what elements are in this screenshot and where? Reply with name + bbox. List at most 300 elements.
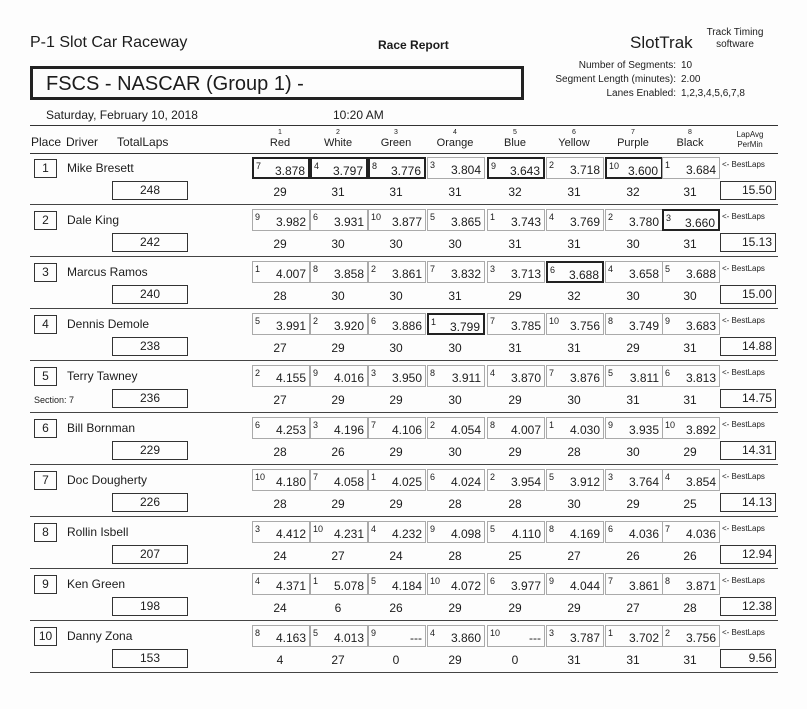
lane-header-black (661, 129, 719, 150)
lap-time-cell (310, 209, 368, 231)
lap-time: 3.982 (275, 215, 306, 229)
best-laps-arrow: <- BestLaps (722, 264, 765, 273)
lane-laps: 25 (508, 549, 522, 563)
result-row (0, 569, 807, 621)
lane-laps: 27 (331, 653, 345, 667)
segments-label: Number of Segments: (578, 60, 676, 71)
lap-time-cell (662, 625, 720, 647)
lane-rank: 8 (313, 264, 319, 274)
lap-time: 4.253 (275, 423, 306, 437)
lane-laps: 32 (508, 185, 522, 199)
lap-time-cell (605, 469, 663, 491)
lap-avg-line1: LapAvg (736, 130, 764, 139)
lane-laps: 30 (331, 237, 345, 251)
lane-rank: 10 (490, 628, 501, 638)
column-driver: Driver (66, 135, 98, 149)
lap-time: 3.876 (569, 371, 600, 385)
best-lap-cell (662, 209, 720, 231)
lap-time: 3.769 (569, 215, 600, 229)
lane-laps: 29 (389, 497, 403, 511)
lane-rank: 7 (371, 420, 377, 430)
lane-laps: 31 (567, 237, 581, 251)
lane-rank: 3 (313, 420, 319, 430)
lane-rank: 8 (665, 576, 671, 586)
column-total-laps: TotalLaps (117, 135, 169, 149)
best-lap-cell (427, 313, 485, 335)
lap-time-cell (487, 573, 545, 595)
lap-time: 4.110 (511, 527, 541, 541)
lane-laps: 28 (567, 445, 581, 459)
lane-laps: 31 (331, 185, 345, 199)
lap-time-cell (605, 365, 663, 387)
lane-rank: 2 (608, 212, 614, 222)
lap-time-cell (368, 573, 426, 595)
lap-time-cell (546, 469, 604, 491)
lane-laps: 29 (331, 393, 345, 407)
driver-name: Mike Bresett (67, 161, 134, 175)
lane-laps: 31 (567, 341, 581, 355)
lap-time: 3.935 (628, 423, 659, 437)
lap-time: 3.878 (274, 164, 305, 178)
lap-time: 3.643 (509, 164, 540, 178)
lane-rank: 1 (255, 264, 261, 274)
best-lap-cell (252, 157, 310, 179)
lane-rank: 1 (431, 317, 437, 327)
result-row (0, 517, 807, 569)
lane-rank: 8 (255, 628, 261, 638)
best-laps-arrow: <- BestLaps (722, 368, 765, 377)
lane-laps: 30 (389, 237, 403, 251)
lane-laps: 26 (626, 549, 640, 563)
lane-rank: 4 (549, 212, 555, 222)
total-laps: 198 (112, 597, 188, 616)
lane-laps: 29 (273, 185, 287, 199)
result-row (0, 205, 807, 257)
lane-color: Green (380, 137, 412, 149)
lane-rank: 3 (430, 160, 436, 170)
lane-rank: 1 (549, 420, 555, 430)
lane-laps: 30 (567, 393, 581, 407)
lap-time: 4.007 (510, 423, 541, 437)
brand-subtitle-line1: Track Timing (706, 27, 764, 38)
place-number: 3 (34, 263, 57, 282)
lap-time: 4.036 (685, 527, 716, 541)
lap-time-cell (427, 625, 485, 647)
result-row (0, 153, 807, 205)
lane-laps: 29 (508, 289, 522, 303)
lane-laps: 30 (448, 237, 462, 251)
lap-time: 4.196 (333, 423, 364, 437)
lane-rank: 9 (430, 524, 436, 534)
lap-avg-per-min: 14.31 (720, 441, 776, 460)
lap-avg-per-min: 14.88 (720, 337, 776, 356)
lane-laps: 30 (448, 393, 462, 407)
best-laps-arrow: <- BestLaps (722, 472, 765, 481)
column-lap-avg (722, 130, 778, 150)
lane-rank: 4 (255, 576, 261, 586)
lap-time: 4.016 (333, 371, 364, 385)
lane-rank: 1 (608, 628, 614, 638)
lane-laps: 29 (508, 445, 522, 459)
lap-time-cell (605, 313, 663, 335)
lane-laps: 31 (683, 393, 697, 407)
lane-laps: 28 (683, 601, 697, 615)
lane-rank: 5 (608, 368, 614, 378)
lane-rank: 1 (371, 472, 377, 482)
lane-laps: 32 (567, 289, 581, 303)
best-laps-arrow: <- BestLaps (722, 420, 765, 429)
lane-laps: 29 (389, 445, 403, 459)
lap-time-cell (546, 157, 604, 179)
lane-rank: 2 (665, 628, 671, 638)
best-laps-arrow: <- BestLaps (722, 576, 765, 585)
lap-time: 4.025 (391, 475, 422, 489)
lane-laps: 6 (334, 601, 342, 615)
lap-time: 3.797 (332, 164, 363, 178)
lane-laps: 28 (508, 497, 522, 511)
lap-time-cell (427, 573, 485, 595)
lane-laps: 25 (683, 497, 697, 511)
lap-time-cell (310, 469, 368, 491)
total-laps: 248 (112, 181, 188, 200)
row-divider (30, 672, 778, 673)
lane-laps: 0 (511, 653, 519, 667)
report-title: Race Report (378, 38, 449, 52)
lane-rank: 7 (430, 264, 436, 274)
driver-name: Rollin Isbell (67, 525, 129, 539)
lane-laps: 31 (448, 185, 462, 199)
race-time: 10:20 AM (333, 108, 384, 122)
lane-header-blue (486, 129, 544, 150)
lap-time-cell (252, 573, 310, 595)
lap-avg-per-min: 15.00 (720, 285, 776, 304)
lane-laps: 30 (626, 289, 640, 303)
total-laps: 153 (112, 649, 188, 668)
lane-rank: 5 (255, 316, 261, 326)
lane-laps: 24 (273, 601, 287, 615)
lap-time: 3.684 (685, 163, 716, 177)
lap-time-cell (662, 521, 720, 543)
driver-name: Doc Dougherty (67, 473, 148, 487)
lap-time: 4.169 (569, 527, 600, 541)
lane-laps: 31 (508, 237, 522, 251)
lap-time-cell (546, 625, 604, 647)
lap-time-cell (310, 261, 368, 283)
lap-time-cell (252, 209, 310, 231)
lap-time: 3.804 (450, 163, 481, 177)
lap-time-cell (427, 157, 485, 179)
lane-rank: 10 (609, 161, 620, 171)
lane-laps: 29 (508, 601, 522, 615)
lane-rank: 3 (371, 368, 377, 378)
lane-rank: 6 (490, 576, 496, 586)
lane-number: 2 (336, 129, 340, 136)
lane-laps: 4 (276, 653, 284, 667)
lap-time: 4.013 (333, 631, 364, 645)
lap-time-cell (427, 209, 485, 231)
lap-time-cell (662, 365, 720, 387)
best-laps-arrow: <- BestLaps (722, 316, 765, 325)
lane-laps: 30 (389, 341, 403, 355)
lane-rank: 10 (430, 576, 441, 586)
lap-time: --- (410, 631, 422, 645)
lap-time: 3.756 (569, 319, 600, 333)
lane-laps: 29 (389, 393, 403, 407)
brand-subtitle-line2: software (716, 39, 754, 50)
lap-time-cell (605, 417, 663, 439)
lap-time: 4.231 (333, 527, 364, 541)
lane-laps: 32 (626, 185, 640, 199)
lap-time: 4.024 (450, 475, 481, 489)
lap-time: 4.007 (275, 267, 306, 281)
lap-time: 3.858 (333, 267, 364, 281)
lap-time: 3.776 (390, 164, 421, 178)
lane-laps: 31 (683, 653, 697, 667)
lane-rank: 3 (608, 472, 614, 482)
lap-time-cell (605, 521, 663, 543)
lane-rank: 7 (490, 316, 496, 326)
lap-time: 3.865 (450, 215, 481, 229)
driver-name: Dale King (67, 213, 120, 227)
lap-time-cell (546, 209, 604, 231)
lane-laps: 26 (683, 549, 697, 563)
lap-time-cell (427, 521, 485, 543)
lap-time: 3.854 (685, 475, 716, 489)
driver-name: Bill Bornman (67, 421, 136, 435)
lap-time: 3.756 (685, 631, 716, 645)
place-number: 8 (34, 523, 57, 542)
lap-time: 3.861 (628, 579, 659, 593)
lane-number: 5 (513, 129, 517, 136)
lap-time-cell (662, 157, 720, 179)
lane-laps: 30 (331, 289, 345, 303)
lane-color: Black (676, 137, 704, 149)
lap-time: 4.058 (333, 475, 364, 489)
lane-laps: 27 (273, 341, 287, 355)
lap-time: 3.886 (391, 319, 422, 333)
lane-rank: 2 (490, 472, 496, 482)
lane-laps: 29 (448, 601, 462, 615)
lap-time: 3.787 (569, 631, 600, 645)
lane-rank: 6 (430, 472, 436, 482)
lane-laps: 28 (273, 445, 287, 459)
lap-time-cell (310, 417, 368, 439)
lane-rank: 7 (608, 576, 614, 586)
lap-time-cell (487, 469, 545, 491)
result-row (0, 465, 807, 517)
lap-time-cell (605, 573, 663, 595)
lap-time: 3.702 (628, 631, 659, 645)
lap-time-cell (662, 469, 720, 491)
lane-rank: 10 (255, 472, 266, 482)
lane-laps: 24 (389, 549, 403, 563)
lane-rank: 6 (550, 265, 556, 275)
lap-time: 3.954 (510, 475, 541, 489)
lane-rank: 4 (490, 368, 496, 378)
lane-rank: 2 (313, 316, 319, 326)
lap-time: 3.950 (391, 371, 422, 385)
result-row (0, 413, 807, 465)
lane-rank: 5 (665, 264, 671, 274)
place-number: 7 (34, 471, 57, 490)
lane-header-green (367, 129, 425, 150)
lap-avg-per-min: 14.75 (720, 389, 776, 408)
lane-color: Orange (436, 137, 474, 149)
lap-time: 3.785 (510, 319, 541, 333)
lane-rank: 9 (491, 161, 497, 171)
lane-rank: 3 (549, 628, 555, 638)
lane-laps: 30 (448, 445, 462, 459)
lane-laps: 29 (508, 393, 522, 407)
lane-rank: 6 (608, 524, 614, 534)
lap-time: 3.713 (510, 267, 541, 281)
lane-rank: 1 (313, 576, 319, 586)
lap-time-cell (368, 625, 426, 647)
lane-rank: 9 (549, 576, 555, 586)
lap-time: 3.877 (391, 215, 422, 229)
lane-laps: 27 (273, 393, 287, 407)
lap-time: 3.658 (628, 267, 659, 281)
lap-time-cell (662, 313, 720, 335)
lap-time: 3.764 (628, 475, 659, 489)
lane-laps: 31 (567, 185, 581, 199)
lap-time-cell (252, 261, 310, 283)
lap-time-cell (368, 417, 426, 439)
lap-time: 3.813 (685, 371, 716, 385)
lap-time: 4.163 (275, 631, 306, 645)
lap-time-cell (487, 521, 545, 543)
lap-time-cell (546, 417, 604, 439)
lap-time: 4.155 (275, 371, 306, 385)
total-laps: 229 (112, 441, 188, 460)
lane-laps: 30 (389, 289, 403, 303)
lane-rank: 8 (549, 524, 555, 534)
lap-time: 3.683 (685, 319, 716, 333)
place-number: 4 (34, 315, 57, 334)
lane-number: 1 (278, 129, 282, 136)
segment-length-value: 2.00 (681, 74, 701, 85)
best-lap-cell (368, 157, 426, 179)
lap-time: 4.098 (450, 527, 481, 541)
lane-laps: 28 (448, 497, 462, 511)
place-number: 6 (34, 419, 57, 438)
lane-header-purple (604, 129, 662, 150)
lap-time-cell (310, 625, 368, 647)
lap-time-cell (546, 313, 604, 335)
driver-name: Danny Zona (67, 629, 133, 643)
place-number: 2 (34, 211, 57, 230)
lap-time-cell (546, 365, 604, 387)
lap-time: 3.892 (685, 423, 716, 437)
lap-time: 4.036 (628, 527, 659, 541)
lane-rank: 1 (490, 212, 496, 222)
lane-laps: 29 (273, 237, 287, 251)
lane-color: Red (269, 137, 291, 149)
section-note: Section: 7 (34, 395, 75, 405)
result-row (0, 309, 807, 361)
lane-laps: 28 (448, 549, 462, 563)
lane-rank: 4 (608, 264, 614, 274)
lane-laps: 29 (567, 601, 581, 615)
lane-number: 6 (572, 129, 576, 136)
lap-time: 4.232 (391, 527, 422, 541)
lap-time: 3.688 (685, 267, 716, 281)
lap-time: 5.078 (333, 579, 364, 593)
place-number: 5 (34, 367, 57, 386)
lane-laps: 27 (331, 549, 345, 563)
lap-time-cell (487, 313, 545, 335)
lane-rank: 7 (313, 472, 319, 482)
lane-laps: 30 (683, 289, 697, 303)
lap-time-cell (487, 261, 545, 283)
driver-name: Terry Tawney (67, 369, 138, 383)
lap-time: 4.180 (275, 475, 306, 489)
lap-time: 3.660 (684, 216, 715, 230)
brand-subtitle (700, 27, 770, 51)
lap-time: 4.371 (275, 579, 306, 593)
lap-time-cell (368, 313, 426, 335)
lap-time: 3.991 (275, 319, 306, 333)
lap-time-cell (662, 573, 720, 595)
lane-rank: 4 (430, 628, 436, 638)
lane-rank: 3 (666, 213, 672, 223)
lap-time-cell (310, 573, 368, 595)
lane-color: Purple (617, 137, 649, 149)
best-lap-cell (546, 261, 604, 283)
total-laps: 242 (112, 233, 188, 252)
event-name: FSCS - NASCAR (Group 1) - (46, 73, 304, 95)
lane-rank: 8 (372, 161, 378, 171)
place-number: 1 (34, 159, 57, 178)
lap-time: 3.799 (449, 320, 480, 334)
total-laps: 207 (112, 545, 188, 564)
lap-time: 4.184 (391, 579, 422, 593)
result-row (0, 621, 807, 673)
lap-time: 4.054 (450, 423, 481, 437)
lap-time-cell (427, 261, 485, 283)
lap-time: 3.743 (510, 215, 541, 229)
lane-rank: 7 (256, 161, 262, 171)
lane-rank: 7 (665, 524, 671, 534)
lap-time-cell (605, 209, 663, 231)
lanes-enabled-label: Lanes Enabled: (606, 88, 676, 99)
header-divider-top (30, 125, 778, 126)
lap-time-cell (252, 365, 310, 387)
lap-avg-per-min: 15.13 (720, 233, 776, 252)
lane-rank: 2 (549, 160, 555, 170)
lane-rank: 9 (255, 212, 261, 222)
lane-header-yellow (545, 129, 603, 150)
total-laps: 226 (112, 493, 188, 512)
lane-laps: 24 (273, 549, 287, 563)
lane-number: 4 (453, 129, 457, 136)
lap-time: 3.920 (333, 319, 364, 333)
lap-time-cell (487, 209, 545, 231)
lap-time: 4.412 (275, 527, 306, 541)
lane-number: 8 (688, 129, 692, 136)
lane-rank: 8 (430, 368, 436, 378)
lane-number: 7 (631, 129, 635, 136)
lane-laps: 26 (389, 601, 403, 615)
lap-time: 4.030 (569, 423, 600, 437)
lane-rank: 5 (371, 576, 377, 586)
lap-time-cell (252, 521, 310, 543)
lane-color: White (323, 137, 353, 149)
lane-rank: 5 (490, 524, 496, 534)
lap-time-cell (605, 261, 663, 283)
lane-laps: 30 (626, 237, 640, 251)
lane-header-white (309, 129, 367, 150)
